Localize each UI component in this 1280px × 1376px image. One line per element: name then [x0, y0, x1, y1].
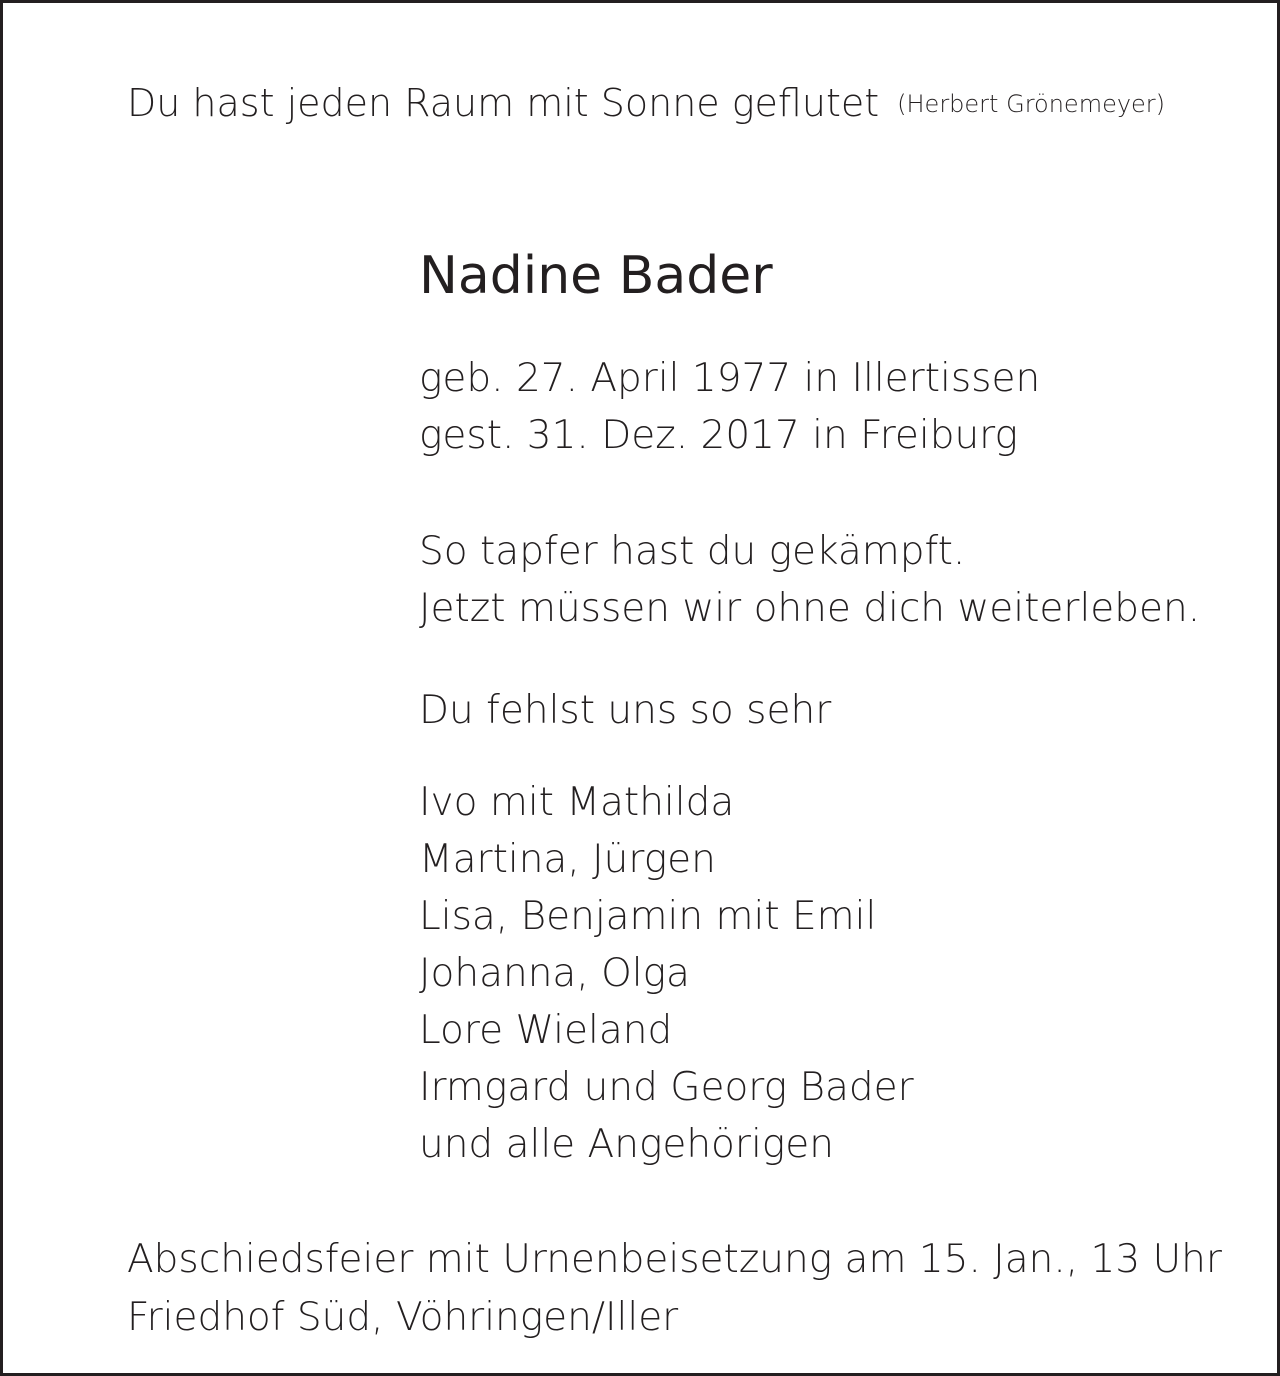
- ceremony-date-line: Abschiedsfeier mit Urnenbeisetzung am 15. Jan., 13 Uhr: [127, 1237, 1222, 1282]
- mourner-entry: Johanna, Olga: [419, 951, 690, 996]
- mourner-entry: Lisa, Benjamin mit Emil: [419, 894, 877, 939]
- motto-source: (Herbert Grönemeyer): [897, 90, 1166, 118]
- ceremony-info: [127, 1231, 1222, 1347]
- mourner-entry: Lore Wieland: [419, 1008, 673, 1053]
- mourner-entry: Irmgard und Georg Bader: [419, 1065, 914, 1110]
- miss-line: [419, 682, 831, 739]
- message-line: So tapfer hast du gekämpft.: [419, 529, 966, 574]
- farewell-message: [419, 523, 1200, 637]
- miss-text: Du fehlst uns so sehr: [419, 688, 832, 733]
- life-dates: [419, 350, 1040, 464]
- mourner-entry: und alle Angehörigen: [419, 1122, 834, 1167]
- ceremony-location-line: Friedhof Süd, Vöhringen/Iller: [127, 1295, 679, 1340]
- mourner-entry: Martina, Jürgen: [419, 837, 716, 882]
- mourner-entry: Ivo mit Mathilda: [419, 780, 735, 825]
- deceased-name: Nadine Bader: [419, 246, 773, 306]
- motto-quote: Du hast jeden Raum mit Sonne geflutet: [127, 81, 880, 125]
- death-line: gest. 31. Dez. 2017 in Freiburg: [419, 413, 1018, 458]
- mourners-list: [419, 774, 914, 1173]
- birth-line: geb. 27. April 1977 in Illertissen: [419, 356, 1041, 401]
- message-line: Jetzt müssen wir ohne dich weiterleben.: [419, 586, 1201, 631]
- motto-line: [127, 75, 1165, 132]
